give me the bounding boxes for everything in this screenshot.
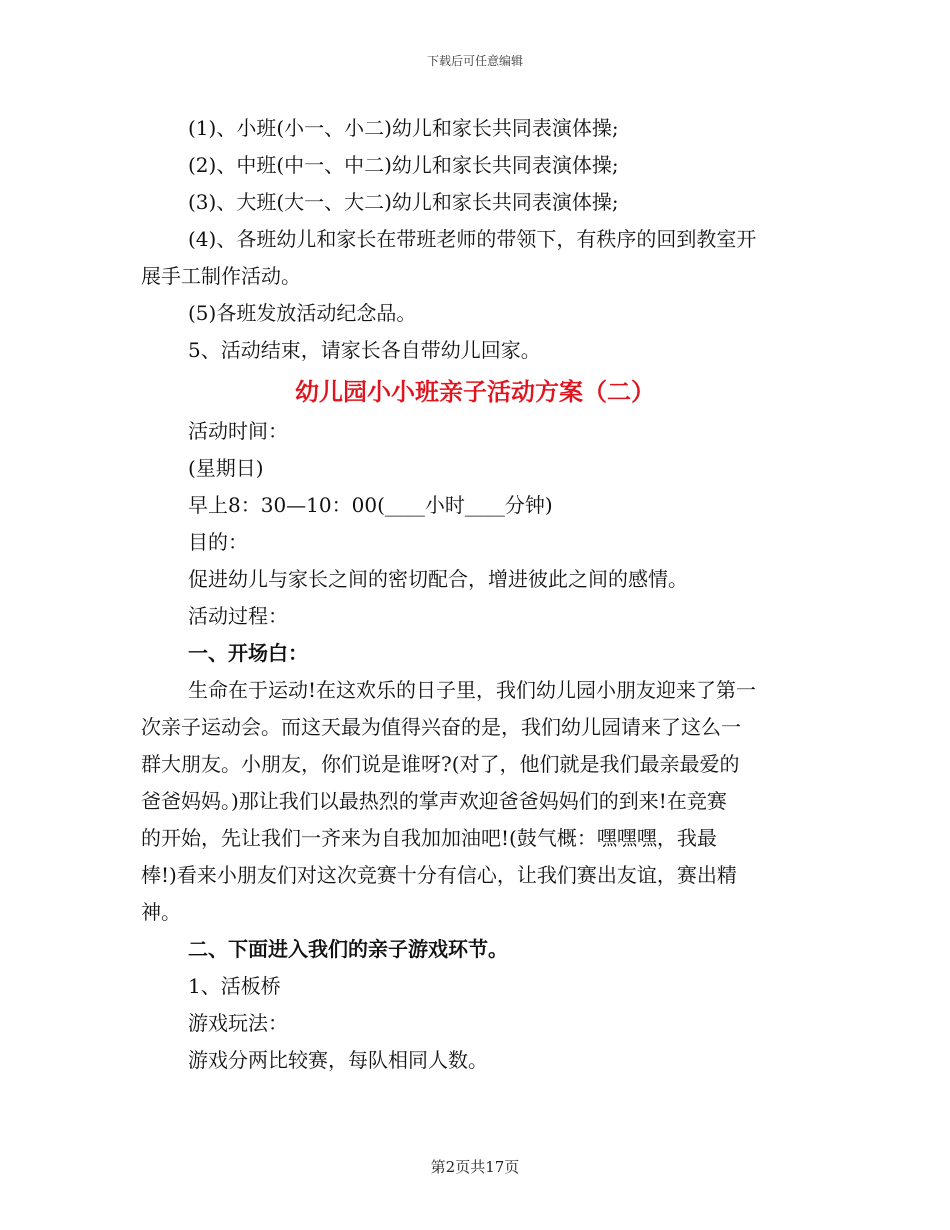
time-label: 活动时间： xyxy=(188,419,288,443)
time-value: 早上8：30—10：00(____小时____分钟) xyxy=(188,493,553,517)
game-rules-text: 游戏分两比较赛，每队相同人数。 xyxy=(188,1048,488,1072)
list-item-continued: 展手工制作活动。 xyxy=(141,264,301,288)
paragraph-line: 群大朋友。小朋友，你们说是谁呀?(对了，他们就是我们最亲最爱的 xyxy=(141,752,740,776)
paragraph-line: 爸爸妈妈。)那让我们以最热烈的掌声欢迎爸爸妈妈们的到来!在竞赛 xyxy=(141,789,727,813)
list-item: (2)、中班(中一、中二)幼儿和家长共同表演体操; xyxy=(188,153,619,177)
paragraph-line: 次亲子运动会。而这天最为值得兴奋的是，我们幼儿园请来了这么一 xyxy=(141,715,741,739)
page-footer: 第2页共17页 xyxy=(430,1158,520,1176)
game-title: 1、活板桥 xyxy=(188,974,281,998)
opening-heading: 一、开场白： xyxy=(188,641,308,665)
page-header: 下载后可任意编辑 xyxy=(426,54,523,68)
paragraph-line: 棒!)看来小朋友们对这次竞赛十分有信心，让我们赛出友谊，赛出精 xyxy=(141,863,737,887)
paragraph-line: 生命在于运动!在这欢乐的日子里，我们幼儿园小朋友迎来了第一 xyxy=(188,678,757,702)
list-item: (5)各班发放活动纪念品。 xyxy=(188,301,417,325)
section-title: 幼儿园小小班亲子活动方案（二） xyxy=(295,377,655,406)
game-rules-label: 游戏玩法： xyxy=(188,1011,288,1035)
paragraph-line: 神。 xyxy=(141,900,181,924)
paragraph-line: 的开始，先让我们一齐来为自我加加油吧!(鼓气概：嘿嘿嘿，我最 xyxy=(141,826,717,850)
games-heading: 二、下面进入我们的亲子游戏环节。 xyxy=(188,937,508,961)
purpose-text: 促进幼儿与家长之间的密切配合，增进彼此之间的感情。 xyxy=(188,567,688,591)
list-item: (3)、大班(大一、大二)幼儿和家长共同表演体操; xyxy=(188,190,619,214)
day-text: (星期日) xyxy=(188,456,264,480)
list-item: (4)、各班幼儿和家长在带班老师的带领下，有秩序的回到教室开 xyxy=(188,227,757,251)
list-item: (1)、小班(小一、小二)幼儿和家长共同表演体操; xyxy=(188,116,619,140)
purpose-label: 目的： xyxy=(188,530,248,554)
list-item: 5、活动结束，请家长各自带幼儿回家。 xyxy=(188,338,541,362)
process-label: 活动过程： xyxy=(188,604,288,628)
